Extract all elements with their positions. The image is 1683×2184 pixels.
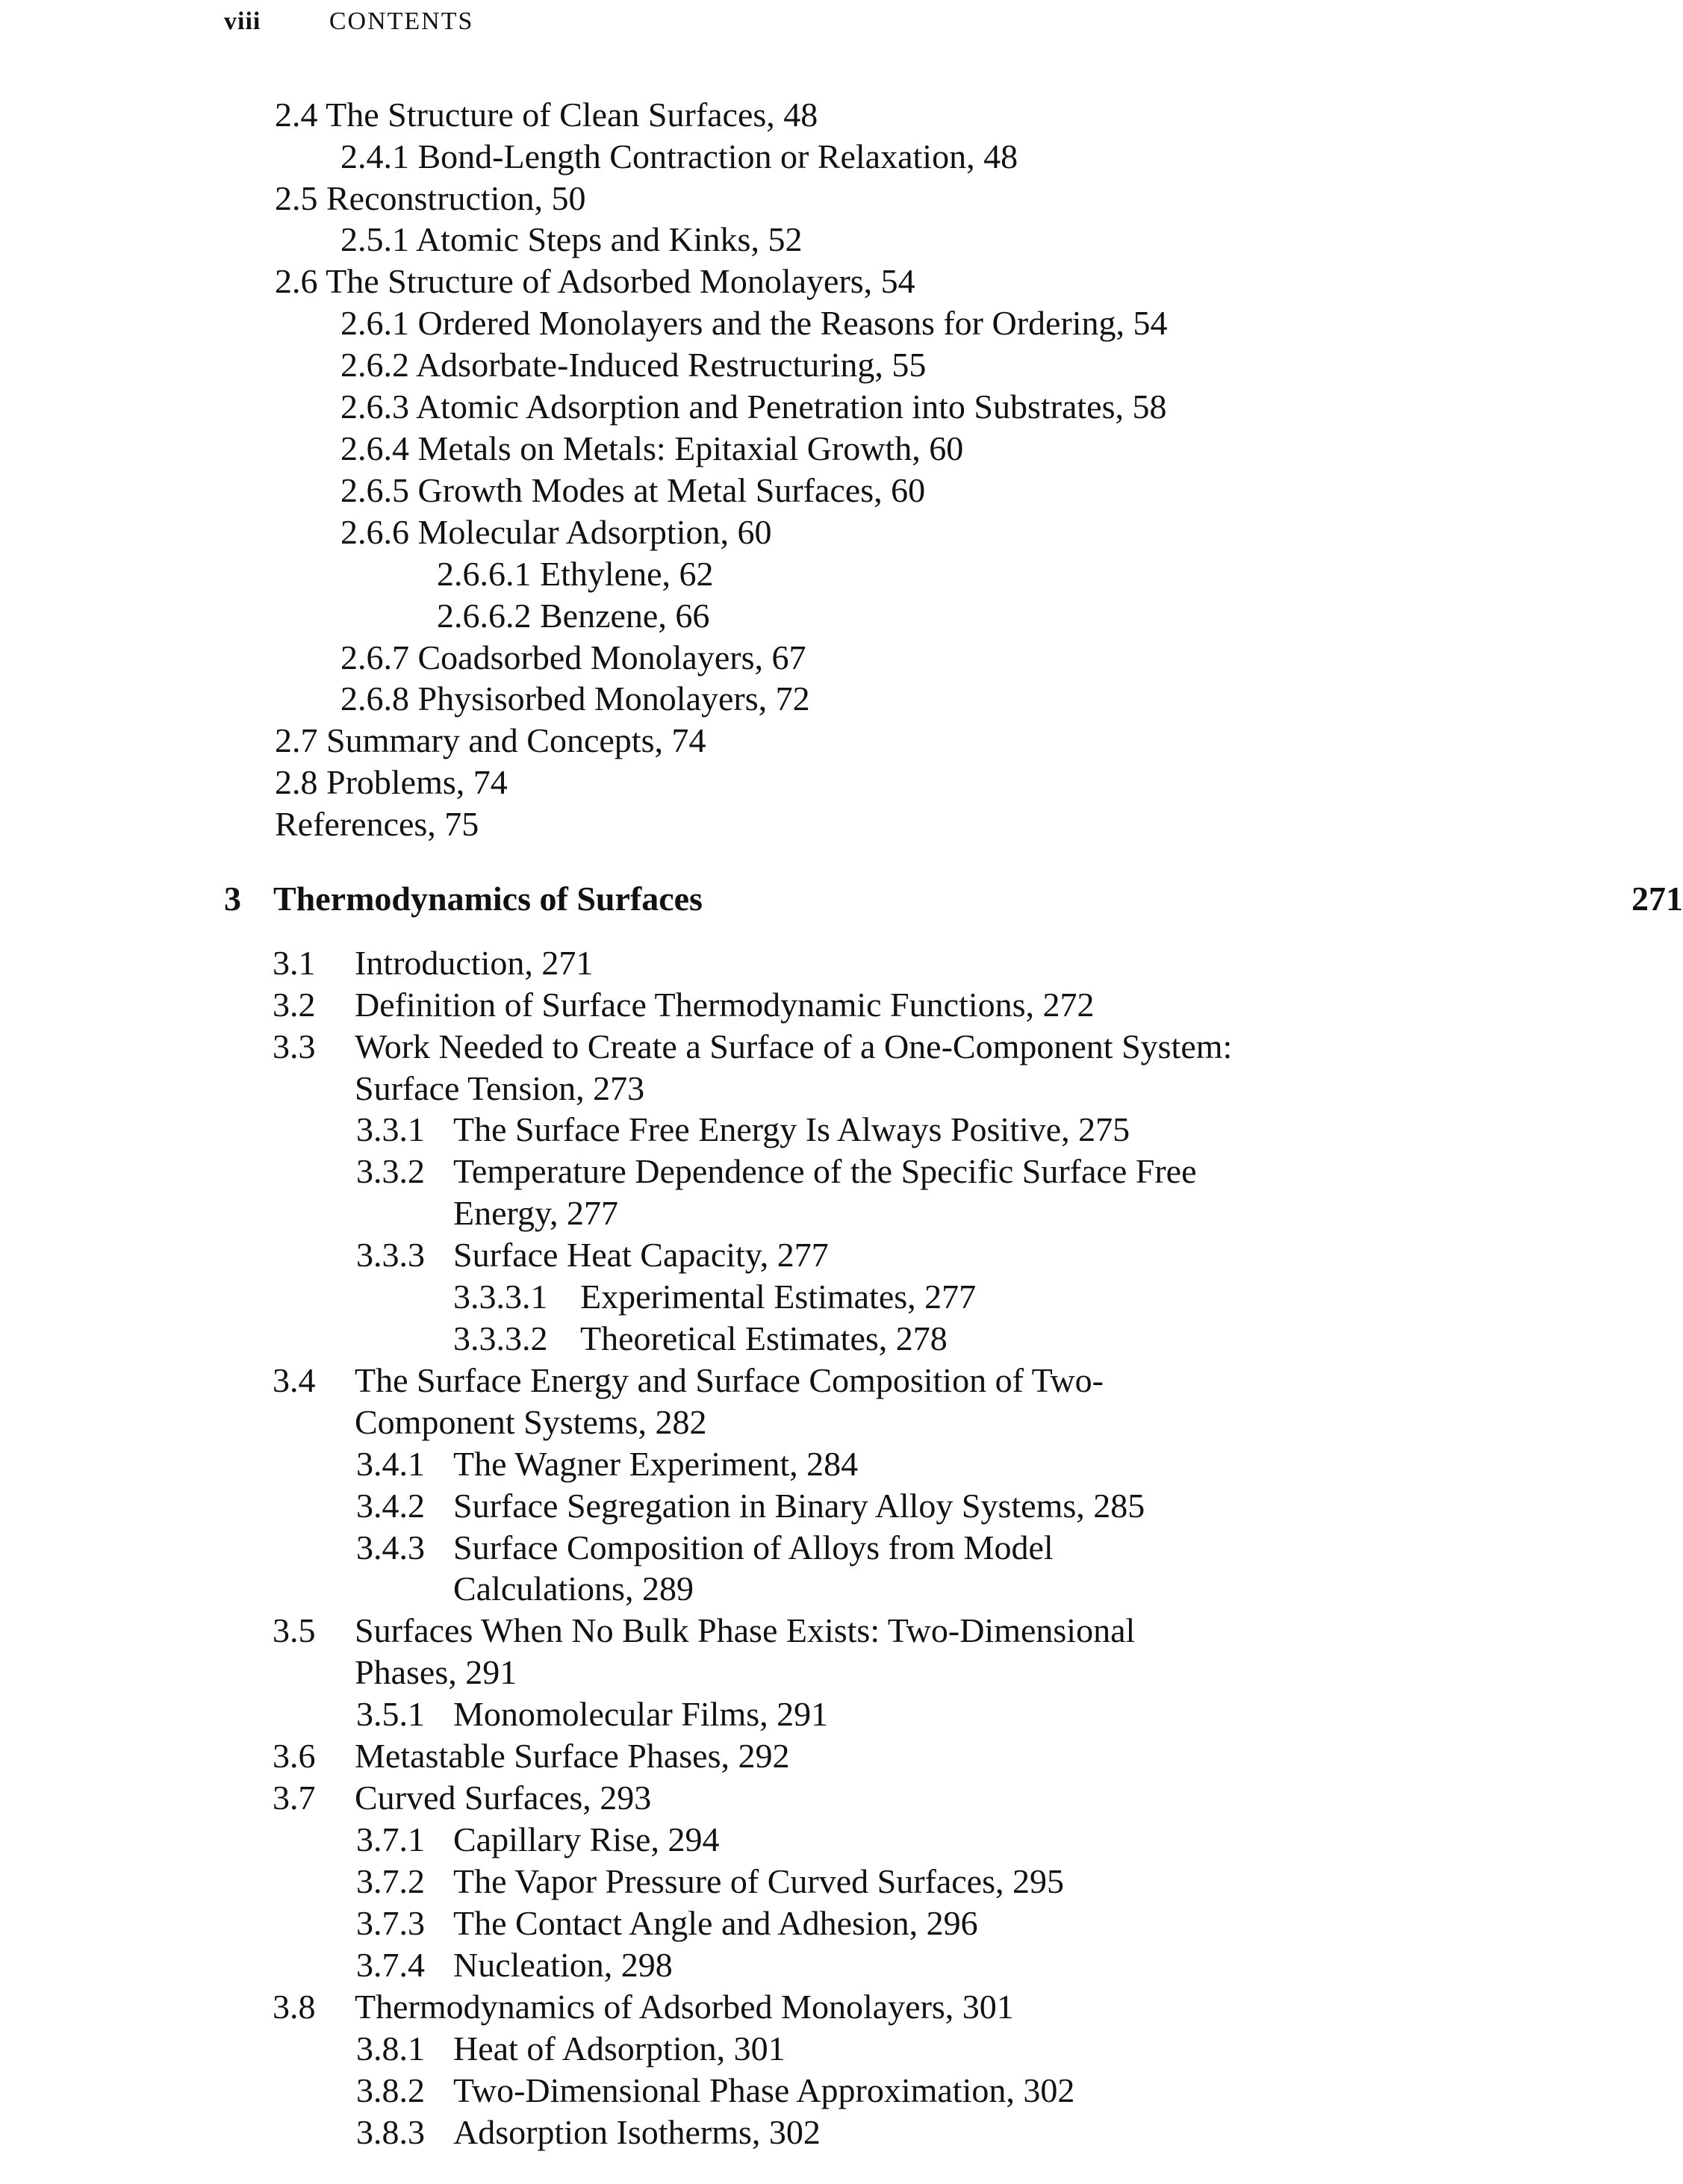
toc-entry: 2.8 Problems, 74 <box>275 763 508 801</box>
running-title: CONTENTS <box>329 7 474 35</box>
toc-entry: 2.5 Reconstruction, 50 <box>275 179 586 217</box>
toc-entry: 2.6.6.1 Ethylene, 62 <box>437 555 714 593</box>
toc-entry: References, 75 <box>275 805 479 843</box>
toc-entry: 2.6.6.2 Benzene, 66 <box>437 597 710 635</box>
toc-entry: 2.4 The Structure of Clean Surfaces, 48 <box>275 96 818 134</box>
page-header <box>224 7 473 36</box>
toc-entry: 2.6.1 Ordered Monolayers and the Reasons for Ordering, 54 <box>340 304 1168 342</box>
toc-entry: 2.6.7 Coadsorbed Monolayers, 67 <box>340 638 806 676</box>
toc-entry: 2.6.8 Physisorbed Monolayers, 72 <box>340 679 810 718</box>
toc-entry: 2.4.1 Bond-Length Contraction or Relaxation, 48 <box>340 137 1018 175</box>
toc-entry: 2.6.5 Growth Modes at Metal Surfaces, 60 <box>340 471 926 509</box>
toc-entry: 2.5.1 Atomic Steps and Kinks, 52 <box>340 220 803 258</box>
chapter-title: Thermodynamics of Surfaces <box>273 880 703 918</box>
toc-entry: 2.6.4 Metals on Metals: Epitaxial Growth, 60 <box>340 429 964 467</box>
toc-entry: 2.6 The Structure of Adsorbed Monolayers, 54 <box>275 262 915 300</box>
chapter-number: 3 <box>224 880 241 918</box>
page-number: viii <box>224 7 261 35</box>
toc-entry: 2.6.6 Molecular Adsorption, 60 <box>340 513 772 551</box>
toc-entry: 2.7 Summary and Concepts, 74 <box>275 721 706 759</box>
toc-entry: 2.6.2 Adsorbate-Induced Restructuring, 55 <box>340 346 927 384</box>
chapter-page: 271 <box>1631 880 1683 918</box>
toc-entry: 2.6.3 Atomic Adsorption and Penetration into Substrates, 58 <box>340 388 1167 426</box>
